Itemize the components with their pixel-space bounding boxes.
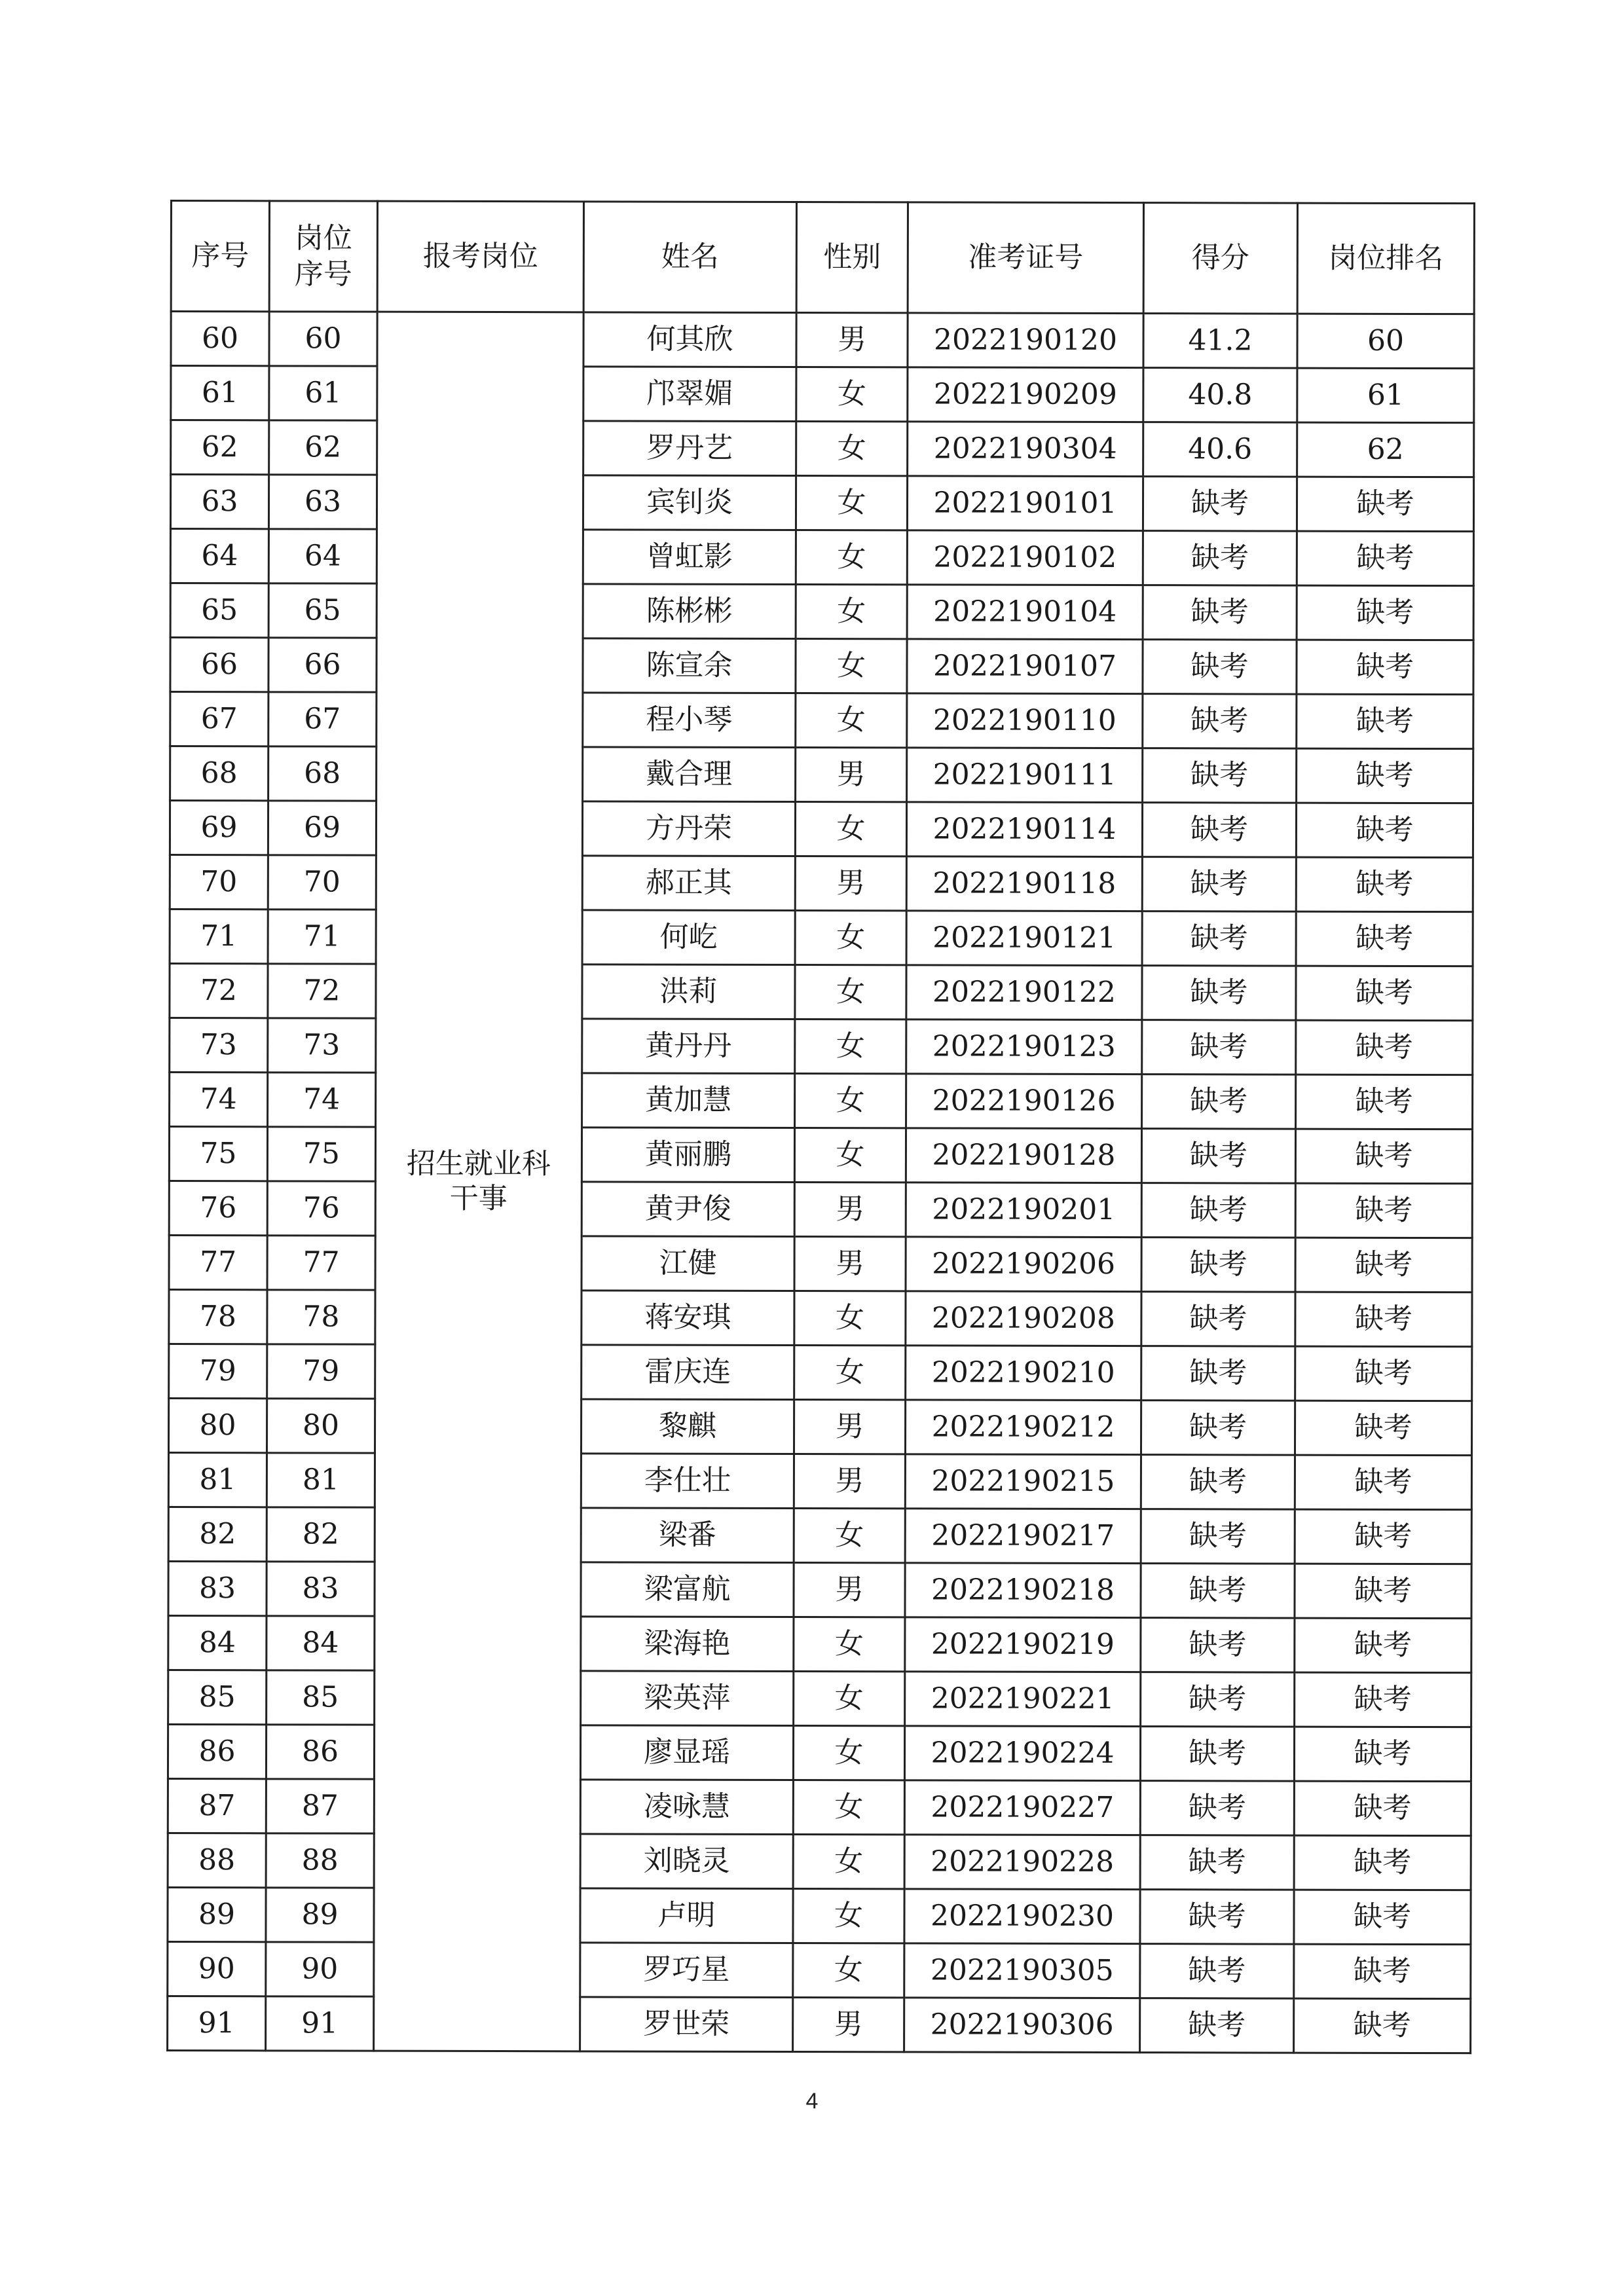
cell-gender: 男 [794, 1399, 905, 1454]
cell-name: 黎麒 [581, 1399, 794, 1454]
table-row [168, 1561, 1471, 1618]
cell-seq: 61 [171, 366, 269, 420]
cell-post-seq: 74 [268, 1073, 376, 1127]
table-row [168, 1833, 1471, 1890]
cell-post-seq: 77 [267, 1236, 375, 1290]
table-header [171, 201, 1474, 314]
cell-seq: 73 [170, 1018, 268, 1073]
cell-gender: 女 [796, 422, 908, 476]
cell-exam-id: 2022190305 [904, 1943, 1140, 1998]
cell-gender: 女 [795, 1074, 906, 1128]
cell-seq: 75 [169, 1127, 267, 1181]
cell-score: 缺考 [1142, 966, 1296, 1020]
header-seq: 序号 [171, 201, 269, 312]
cell-name: 洪莉 [582, 964, 795, 1019]
header-post-seq [269, 201, 377, 312]
cell-score: 缺考 [1140, 1835, 1294, 1890]
cell-exam-id: 2022190306 [904, 1998, 1140, 2053]
cell-seq: 79 [169, 1344, 267, 1398]
cell-post-seq: 82 [267, 1507, 375, 1562]
cell-seq: 74 [170, 1073, 268, 1127]
cell-post-seq: 75 [267, 1127, 375, 1181]
cell-post-seq: 65 [268, 583, 377, 638]
cell-rank: 缺考 [1297, 477, 1473, 532]
table-row [171, 366, 1474, 423]
cell-name: 黄丽鹏 [581, 1128, 794, 1183]
cell-score: 缺考 [1141, 1129, 1295, 1183]
cell-score: 缺考 [1140, 1727, 1294, 1781]
cell-post-seq: 79 [267, 1344, 375, 1399]
cell-post-seq: 78 [267, 1290, 375, 1344]
cell-score: 缺考 [1142, 857, 1296, 911]
table-row [170, 909, 1473, 966]
cell-exam-id: 2022190206 [906, 1237, 1141, 1292]
cell-seq: 64 [170, 529, 268, 583]
cell-name: 凌咏慧 [580, 1780, 793, 1835]
cell-seq: 71 [170, 909, 268, 964]
cell-rank: 缺考 [1295, 1346, 1472, 1401]
table-row [169, 1289, 1472, 1346]
cell-score: 缺考 [1141, 1455, 1295, 1509]
cell-score: 缺考 [1142, 1020, 1296, 1074]
cell-seq: 77 [169, 1235, 267, 1289]
cell-seq: 83 [168, 1561, 267, 1615]
cell-post-seq: 86 [266, 1725, 374, 1779]
cell-gender: 女 [795, 802, 906, 856]
cell-exam-id: 2022190114 [906, 802, 1142, 857]
cell-exam-id: 2022190209 [908, 367, 1143, 422]
cell-gender: 女 [793, 1780, 904, 1834]
header-rank: 岗位排名 [1297, 203, 1474, 314]
cell-post-seq: 81 [267, 1453, 375, 1507]
cell-name: 邝翠媚 [583, 367, 796, 422]
cell-seq: 85 [168, 1670, 267, 1724]
table-body [168, 312, 1475, 2053]
cell-score: 40.8 [1143, 368, 1297, 422]
cell-post-seq: 60 [269, 312, 377, 366]
cell-name: 陈彬彬 [583, 584, 796, 639]
table-row [169, 1127, 1472, 1184]
table-row [169, 1344, 1472, 1401]
cell-rank: 缺考 [1294, 1998, 1471, 2053]
cell-seq: 78 [169, 1289, 267, 1344]
cell-post-seq: 91 [266, 1996, 374, 2051]
cell-score: 40.6 [1143, 422, 1297, 477]
table-row [168, 1941, 1471, 1998]
cell-score: 缺考 [1142, 1074, 1296, 1129]
cell-post-seq: 69 [268, 801, 376, 855]
cell-exam-id: 2022190123 [906, 1019, 1142, 1074]
cell-exam-id: 2022190228 [904, 1835, 1140, 1890]
cell-post-merged [374, 312, 584, 2051]
header-post: 报考岗位 [377, 201, 583, 312]
cell-score: 缺考 [1143, 585, 1297, 640]
cell-gender: 女 [796, 476, 907, 530]
cell-seq: 66 [170, 638, 268, 692]
cell-exam-id: 2022190224 [904, 1726, 1140, 1781]
cell-gender: 男 [794, 1183, 906, 1237]
cell-post-seq: 66 [268, 638, 377, 692]
cell-gender: 女 [794, 1671, 905, 1725]
cell-name: 蒋安琪 [581, 1291, 794, 1346]
cell-seq: 76 [169, 1181, 267, 1235]
cell-score: 缺考 [1141, 1509, 1295, 1564]
table-row [171, 420, 1474, 477]
table-row [170, 801, 1473, 858]
cell-exam-id: 2022190217 [905, 1509, 1141, 1564]
cell-name: 黄丹丹 [582, 1019, 795, 1074]
cell-gender: 女 [795, 1019, 906, 1074]
cell-rank: 缺考 [1295, 1672, 1471, 1727]
cell-score: 缺考 [1143, 694, 1297, 748]
cell-seq: 91 [168, 1996, 266, 2050]
cell-post-seq: 61 [269, 366, 377, 420]
cell-score: 缺考 [1140, 1944, 1294, 1998]
cell-rank: 缺考 [1295, 1292, 1472, 1347]
cell-post-seq: 85 [267, 1670, 375, 1725]
table-row [168, 1887, 1471, 1944]
cell-exam-id: 2022190210 [906, 1346, 1141, 1401]
cell-exam-id: 2022190212 [905, 1400, 1141, 1455]
cell-rank: 缺考 [1295, 1129, 1472, 1184]
cell-seq: 80 [168, 1398, 267, 1452]
cell-exam-id: 2022190304 [908, 422, 1143, 477]
cell-name: 曾虹影 [583, 530, 796, 585]
cell-post-seq: 90 [266, 1942, 374, 1996]
table-row [169, 1181, 1472, 1238]
cell-seq: 82 [168, 1507, 267, 1561]
cell-gender: 女 [796, 693, 907, 748]
table-row [168, 1996, 1471, 2053]
cell-exam-id: 2022190101 [907, 476, 1143, 531]
cell-rank: 60 [1297, 314, 1474, 369]
cell-score: 缺考 [1141, 1238, 1295, 1292]
cell-post-seq: 84 [267, 1616, 375, 1670]
cell-post-seq: 83 [267, 1562, 375, 1616]
cell-score: 缺考 [1140, 1890, 1294, 1944]
table-row [170, 1073, 1473, 1129]
cell-gender: 男 [796, 313, 908, 367]
cell-name: 郝正其 [582, 856, 795, 911]
cell-rank: 缺考 [1296, 1020, 1473, 1075]
cell-rank: 缺考 [1296, 803, 1473, 858]
header-gender: 性别 [796, 202, 908, 313]
cell-post-seq: 70 [268, 855, 376, 909]
header-row [171, 201, 1474, 314]
cell-rank: 缺考 [1297, 640, 1473, 695]
table-row [168, 1670, 1471, 1727]
cell-rank: 缺考 [1295, 1618, 1471, 1673]
post-name-line1: 招生就业科 [406, 1147, 551, 1181]
cell-name: 程小琴 [583, 693, 796, 748]
cell-score: 缺考 [1141, 1346, 1295, 1401]
table-row [168, 1398, 1471, 1455]
table-row [170, 475, 1473, 532]
table-row [168, 1507, 1471, 1564]
cell-post-seq: 88 [266, 1833, 374, 1888]
cell-rank: 缺考 [1294, 1944, 1471, 1999]
cell-seq: 90 [168, 1941, 266, 1996]
cell-rank: 缺考 [1297, 694, 1473, 749]
cell-exam-id: 2022190219 [905, 1617, 1141, 1672]
cell-seq: 65 [170, 583, 268, 638]
cell-name: 梁英萍 [581, 1671, 794, 1726]
cell-seq: 72 [170, 964, 268, 1018]
cell-name: 江健 [581, 1236, 794, 1291]
cell-score: 缺考 [1140, 1781, 1294, 1835]
cell-seq: 63 [170, 475, 268, 529]
cell-post-seq: 87 [266, 1779, 374, 1833]
cell-rank: 62 [1297, 422, 1474, 477]
cell-exam-id: 2022190215 [905, 1454, 1141, 1509]
cell-gender: 男 [794, 1562, 905, 1617]
cell-exam-id: 2022190111 [907, 748, 1143, 803]
table-row [169, 1235, 1472, 1292]
cell-gender: 女 [796, 367, 908, 422]
cell-name: 梁番 [581, 1508, 794, 1563]
header-score: 得分 [1143, 203, 1297, 314]
cell-post-seq: 62 [269, 420, 377, 475]
page-number: 4 [805, 2089, 819, 2114]
cell-gender: 女 [796, 585, 907, 639]
table-row [170, 746, 1473, 803]
cell-rank: 缺考 [1295, 1401, 1471, 1456]
cell-exam-id: 2022190227 [904, 1780, 1140, 1835]
cell-gender: 女 [796, 639, 907, 693]
cell-rank: 缺考 [1295, 1564, 1471, 1619]
cell-name: 戴合理 [583, 747, 796, 802]
cell-rank: 缺考 [1297, 531, 1473, 586]
cell-exam-id: 2022190221 [905, 1672, 1141, 1727]
cell-exam-id: 2022190110 [907, 693, 1143, 748]
cell-post-seq: 89 [266, 1888, 374, 1942]
cell-rank: 61 [1297, 368, 1474, 423]
cell-gender: 女 [796, 530, 907, 585]
cell-seq: 89 [168, 1887, 266, 1941]
cell-exam-id: 2022190120 [908, 313, 1143, 368]
cell-score: 缺考 [1143, 748, 1297, 803]
header-exam-id: 准考证号 [908, 202, 1143, 314]
cell-rank: 缺考 [1294, 1835, 1471, 1890]
cell-exam-id: 2022190201 [906, 1183, 1141, 1238]
cell-seq: 60 [171, 312, 269, 366]
cell-post-seq: 72 [268, 964, 376, 1018]
cell-gender: 女 [795, 965, 906, 1019]
cell-post-seq: 63 [268, 475, 377, 529]
cell-seq: 70 [170, 855, 268, 909]
cell-name: 梁海艳 [581, 1617, 794, 1672]
header-post-seq-line2: 序号 [294, 257, 352, 291]
cell-exam-id: 2022190118 [906, 856, 1142, 911]
cell-exam-id: 2022190218 [905, 1563, 1141, 1618]
table-row [168, 1778, 1471, 1835]
cell-name: 李仕壮 [581, 1454, 794, 1509]
table-row [170, 583, 1473, 640]
cell-name: 陈宣余 [583, 638, 796, 693]
cell-name: 黄加慧 [582, 1073, 795, 1128]
cell-rank: 缺考 [1296, 911, 1473, 966]
cell-rank: 缺考 [1296, 857, 1473, 912]
table-row [168, 1452, 1471, 1509]
cell-gender: 女 [794, 1617, 905, 1671]
cell-name: 方丹荣 [582, 801, 795, 856]
cell-rank: 缺考 [1295, 1509, 1471, 1564]
cell-seq: 81 [168, 1452, 267, 1507]
cell-gender: 女 [793, 1943, 904, 1997]
cell-rank: 缺考 [1297, 748, 1473, 803]
table-row [171, 312, 1474, 369]
cell-exam-id: 2022190230 [904, 1889, 1140, 1944]
cell-score: 41.2 [1143, 314, 1297, 368]
table-row [170, 1018, 1473, 1075]
cell-exam-id: 2022190122 [906, 965, 1142, 1020]
cell-score: 缺考 [1143, 477, 1297, 531]
cell-name: 刘晓灵 [580, 1834, 793, 1889]
cell-exam-id: 2022190102 [907, 530, 1143, 585]
cell-seq: 88 [168, 1833, 266, 1887]
cell-seq: 69 [170, 801, 268, 855]
cell-seq: 87 [168, 1778, 266, 1833]
cell-rank: 缺考 [1297, 585, 1473, 640]
cell-score: 缺考 [1141, 1564, 1295, 1618]
cell-gender: 男 [794, 1454, 905, 1508]
table-row [170, 692, 1473, 749]
cell-exam-id: 2022190121 [906, 911, 1142, 966]
cell-post-seq: 71 [268, 909, 376, 964]
cell-gender: 女 [795, 911, 906, 965]
cell-exam-id: 2022190104 [907, 585, 1143, 640]
cell-gender: 男 [793, 1997, 904, 2051]
cell-rank: 缺考 [1295, 1238, 1472, 1293]
table-row [170, 638, 1473, 695]
cell-post-seq: 80 [267, 1399, 375, 1453]
cell-gender: 男 [796, 748, 907, 802]
cell-exam-id: 2022190208 [906, 1291, 1141, 1346]
cell-gender: 女 [794, 1128, 906, 1183]
cell-gender: 男 [795, 856, 906, 911]
cell-score: 缺考 [1141, 1672, 1295, 1727]
cell-post-seq: 67 [268, 692, 377, 746]
cell-gender: 女 [793, 1888, 904, 1943]
cell-post-seq: 76 [267, 1181, 375, 1236]
cell-gender: 女 [794, 1345, 906, 1399]
cell-name: 罗丹艺 [583, 421, 796, 476]
cell-rank: 缺考 [1295, 1183, 1472, 1238]
cell-rank: 缺考 [1294, 1727, 1471, 1782]
cell-name: 梁富航 [581, 1562, 794, 1617]
cell-name: 雷庆连 [581, 1345, 794, 1400]
cell-name: 罗巧星 [580, 1943, 793, 1998]
cell-seq: 62 [171, 420, 269, 475]
cell-seq: 84 [168, 1615, 267, 1670]
cell-score: 缺考 [1140, 1998, 1294, 2053]
table-row [170, 529, 1473, 586]
cell-score: 缺考 [1142, 803, 1296, 857]
cell-score: 缺考 [1143, 640, 1297, 694]
results-table [166, 200, 1475, 2054]
cell-name: 何其欣 [583, 312, 796, 367]
cell-score: 缺考 [1143, 531, 1297, 585]
cell-score: 缺考 [1141, 1183, 1295, 1238]
cell-name: 何屹 [582, 910, 795, 965]
cell-rank: 缺考 [1294, 1781, 1471, 1836]
cell-name: 廖显瑶 [580, 1725, 793, 1780]
cell-gender: 男 [794, 1236, 906, 1291]
post-name-line2: 干事 [449, 1181, 507, 1215]
header-post-seq-line1: 岗位 [294, 221, 352, 255]
cell-score: 缺考 [1142, 911, 1296, 966]
cell-name: 卢明 [580, 1888, 793, 1943]
cell-name: 黄尹俊 [581, 1182, 794, 1237]
cell-exam-id: 2022190126 [906, 1074, 1142, 1129]
cell-rank: 缺考 [1296, 1074, 1473, 1129]
cell-name: 宾钊炎 [583, 475, 796, 530]
cell-name: 罗世荣 [580, 1997, 793, 2052]
cell-gender: 女 [793, 1725, 904, 1780]
table-row [170, 964, 1473, 1021]
cell-score: 缺考 [1141, 1618, 1295, 1672]
cell-rank: 缺考 [1295, 1455, 1471, 1510]
table-row [170, 855, 1473, 912]
cell-gender: 女 [794, 1291, 906, 1345]
cell-rank: 缺考 [1296, 966, 1473, 1021]
cell-score: 缺考 [1141, 1401, 1295, 1455]
cell-post-seq: 64 [268, 529, 377, 583]
cell-post-seq: 73 [268, 1018, 376, 1073]
cell-gender: 女 [794, 1508, 905, 1562]
cell-exam-id: 2022190107 [907, 639, 1143, 694]
header-name: 姓名 [583, 202, 796, 313]
cell-seq: 86 [168, 1724, 266, 1778]
cell-rank: 缺考 [1294, 1890, 1471, 1945]
cell-post-seq: 68 [268, 746, 377, 801]
cell-seq: 68 [170, 746, 268, 801]
table-row [168, 1724, 1471, 1781]
cell-exam-id: 2022190128 [906, 1128, 1141, 1183]
cell-gender: 女 [793, 1834, 904, 1888]
table-row [168, 1615, 1471, 1672]
cell-score: 缺考 [1141, 1292, 1295, 1346]
cell-seq: 67 [170, 692, 268, 746]
